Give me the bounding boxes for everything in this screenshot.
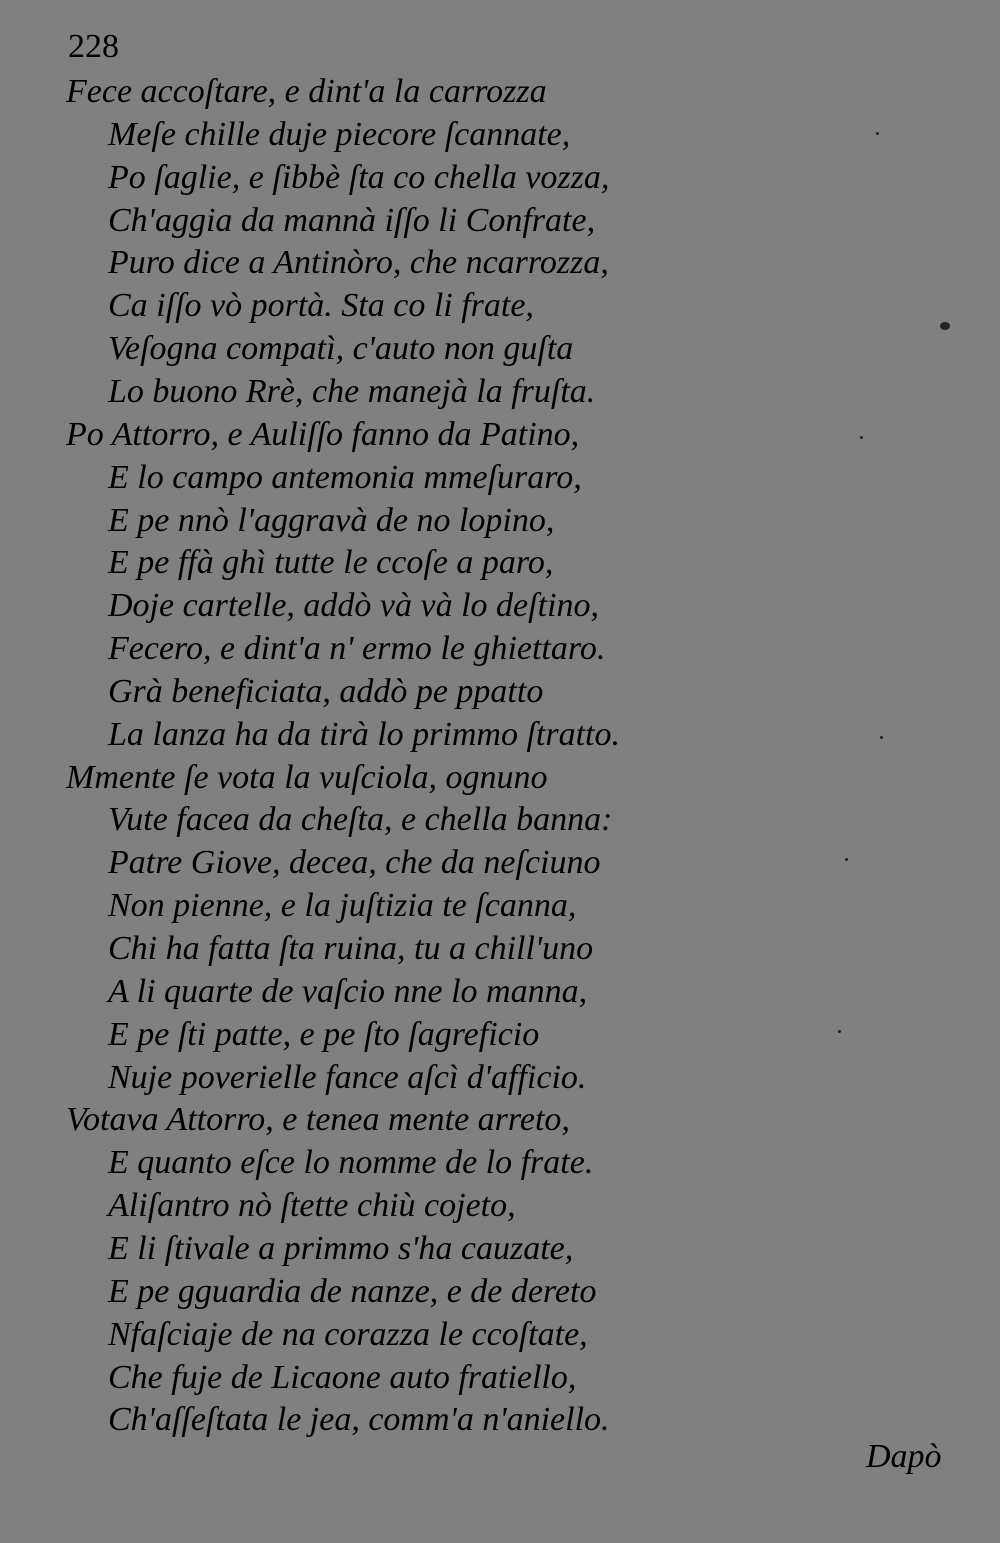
verse-line: Veſogna compatì, c'auto non guſta — [108, 330, 574, 367]
verse-line: Fecero, e dint'a n' ermo le ghiettaro. — [108, 630, 606, 667]
stanza-first-line: Po Attorro, e Auliſſo fanno da Patino, — [66, 416, 580, 453]
page-number: 228 — [68, 28, 119, 65]
verse-line: Aliſantro nò ſtette chiù cojeto, — [108, 1187, 516, 1224]
verse-line: Chi ha fatta ſta ruina, tu a chill'uno — [108, 930, 594, 967]
verse-line: Doje cartelle, addò và và lo deſtino, — [108, 587, 599, 624]
print-speck — [845, 858, 848, 861]
verse-line: E pe ffà ghì tutte le ccoſe a paro, — [108, 544, 554, 581]
verse-line: Ca iſſo vò portà. Sta co li frate, — [108, 287, 534, 324]
stanza-first-line: Votava Attorro, e tenea mente arreto, — [66, 1101, 570, 1138]
verse-line: Grà beneficiata, addò pe ppatto — [108, 673, 544, 710]
verse-line: Meſe chille duje piecore ſcannate, — [108, 116, 571, 153]
verse-line: Patre Giove, decea, che da neſciuno — [108, 844, 601, 881]
verse-line: Puro dice a Antinòro, che ncarrozza, — [108, 244, 609, 281]
print-speck — [880, 736, 883, 739]
verse-line: Nuje poverielle fance aſcì d'afficio. — [108, 1059, 587, 1096]
verse-line: Non pienne, e la juſtizia te ſcanna, — [108, 887, 577, 924]
verse-line: Che fuje de Licaone auto fratiello, — [108, 1359, 577, 1396]
verse-line: E li ſtivale a primmo s'ha cauzate, — [108, 1230, 574, 1267]
verse-line: Ch'aſſeſtata le jea, comm'a n'aniello. — [108, 1401, 610, 1438]
verse-line: Lo buono Rrè, che manejà la fruſta. — [108, 373, 596, 410]
verse-line: E pe gguardia de nanze, e de dereto — [108, 1273, 597, 1310]
verse-line: E quanto eſce lo nomme de lo frate. — [108, 1144, 594, 1181]
print-speck — [876, 132, 879, 135]
verse-line: E pe ſti patte, e pe ſto ſagreficio — [108, 1016, 540, 1053]
print-speck — [860, 436, 863, 439]
print-speck — [940, 322, 950, 330]
verse-line: E pe nnò l'aggravà de no lopino, — [108, 502, 555, 539]
verse-line: La lanza ha da tirà lo primmo ſtratto. — [108, 716, 620, 753]
verse-line: A li quarte de vaſcio nne lo manna, — [108, 973, 588, 1010]
stanza-first-line: Fece accoſtare, e dint'a la carrozza — [66, 73, 547, 110]
verse-line: Po ſaglie, e ſibbè ſta co chella vozza, — [108, 159, 610, 196]
stanza-first-line: Mmente ſe vota la vuſciola, ognuno — [66, 759, 548, 796]
verse-line: E lo campo antemonia mmeſuraro, — [108, 459, 582, 496]
verse-line: Nfaſciaje de na corazza le ccoſtate, — [108, 1316, 588, 1353]
catchword: Dapò — [866, 1438, 942, 1475]
print-speck — [838, 1030, 841, 1033]
verse-line: Vute facea da cheſta, e chella banna: — [108, 801, 613, 838]
verse-line: Ch'aggia da mannà iſſo li Confrate, — [108, 202, 596, 239]
